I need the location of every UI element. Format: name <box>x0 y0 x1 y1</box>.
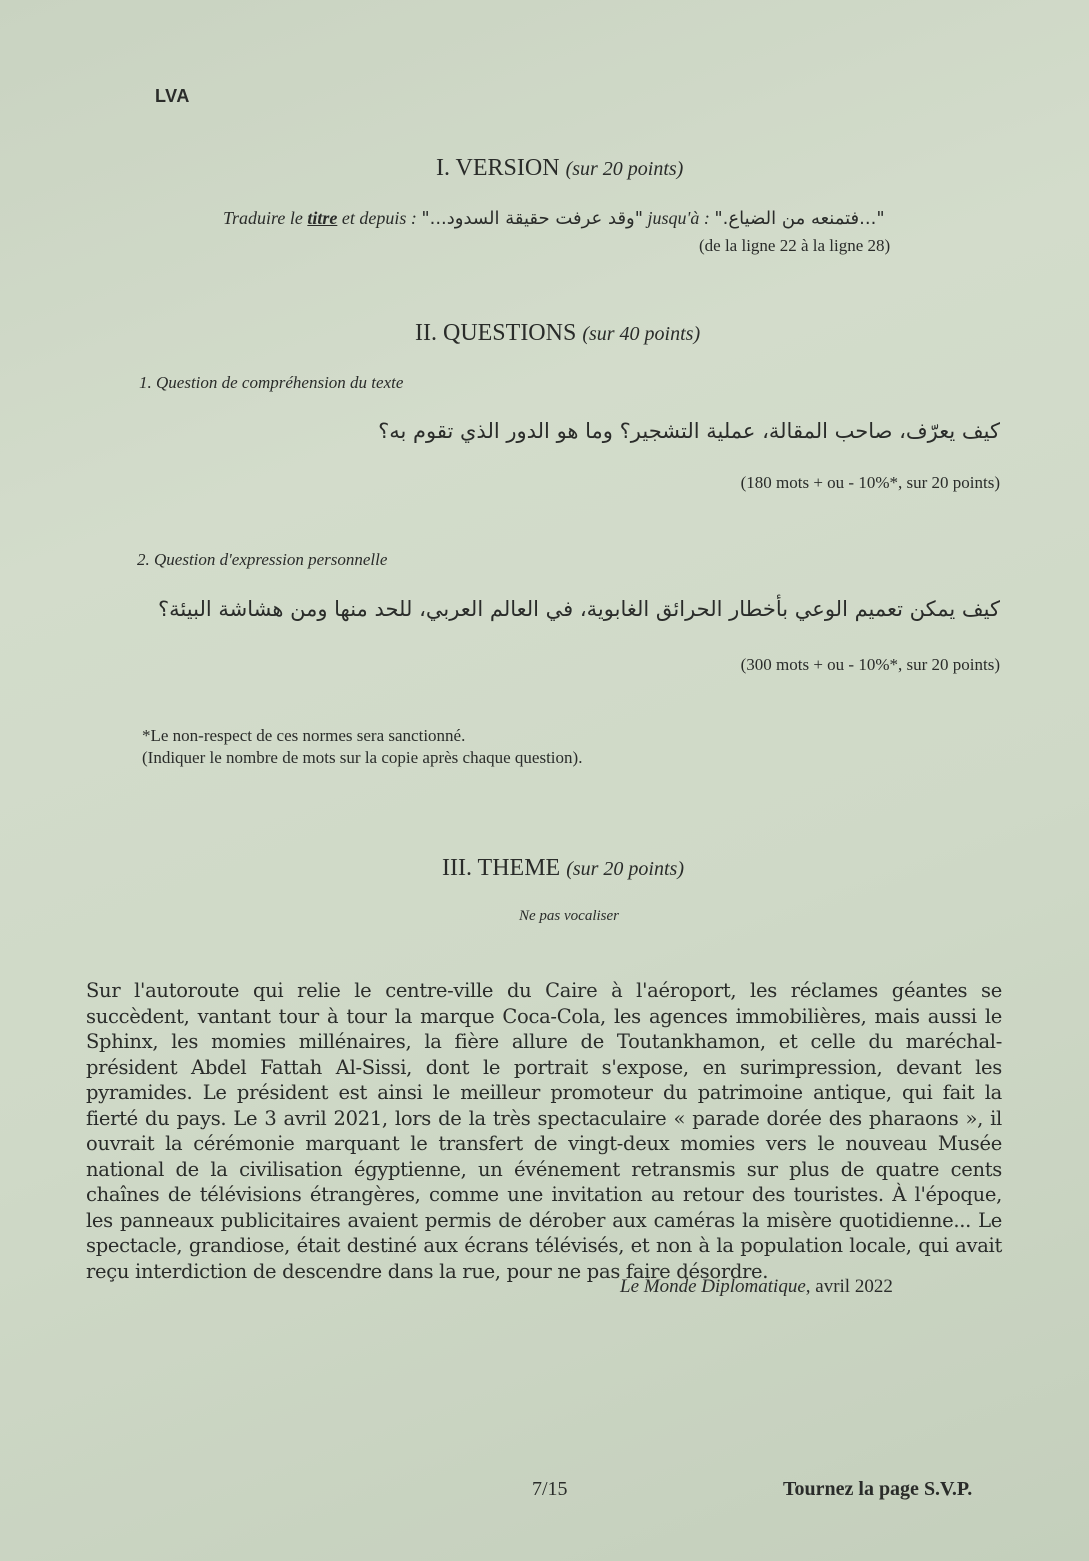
instruction-titre: titre <box>307 208 338 228</box>
section-version-points: (sur 20 points) <box>565 158 684 180</box>
instruction-prefix: Traduire le <box>223 208 303 228</box>
question-2-label <box>137 550 387 570</box>
section-questions-heading <box>415 320 700 347</box>
section-questions-points: (sur 40 points) <box>582 323 701 345</box>
word-count-note <box>142 725 582 769</box>
theme-source <box>620 1276 893 1298</box>
section-theme-points: (sur 20 points) <box>566 858 684 880</box>
question-2-norm: (300 mots + ou - 10%*, sur 20 points) <box>740 655 1000 674</box>
source-name: Le Monde Diplomatique <box>620 1276 806 1297</box>
question-1-label-text: 1. Question de compréhension du texte <box>139 373 404 392</box>
section-questions-title: II. QUESTIONS <box>415 320 577 346</box>
section-theme-title: III. THEME <box>442 855 561 881</box>
section-theme-heading <box>442 855 684 882</box>
exam-code: LVA <box>155 86 190 106</box>
question-2-label-text: 2. Question d'expression personnelle <box>137 550 388 569</box>
version-instruction <box>223 208 885 229</box>
page-number: 7/15 <box>532 1478 568 1500</box>
quote-end: "...فتمنعه من الضياع." <box>714 208 885 229</box>
theme-text: Sur l'autoroute qui relie le centre-ville du Caire à l'aéroport, les réclames géantes se succèdent, vantant tour à tour la marque Coca-Cola, les agences immobilières, mais aussi le Sphinx, les momies millénaires, la fière allure de Toutankhamon, et celle du maréchal-président Abdel Fattah Al-Sissi, dont le portrait s'expose, en surimpression, devant les pyramides. Le président est ainsi le meilleur promoteur du patrimoine antique, qui fait la fierté du pays. Le 3 avril 2021, lors de la très spectaculaire « parade dorée des pharaons », il ouvrait la cérémonie marquant le transfert de vingt-deux momies vers le nouveau Musée national de la civilisation égyptienne, un événement retransmis sur plus de quatre cents chaînes de télévisions étrangères, comme une invitation au retour des touristes. À l'époque, les panneaux publicitaires avaient permis de dérober aux caméras la misère quotidienne... Le spectacle, grandiose, était destiné aux écrans télévisés, et non à la population locale, qui avait reçu interdiction de descendre dans la rue, pour ne pas faire désordre. <box>86 979 1002 1283</box>
question-2-text: كيف يمكن تعميم الوعي بأخطار الحرائق الغابوية، في العالم العربي، للحد منها ومن هشاشة البيئة؟ <box>158 597 1000 621</box>
quote-start: "وقد عرفت حقيقة السدود..." <box>421 208 644 229</box>
section-version-title: I. VERSION <box>436 155 560 181</box>
question-1-label <box>139 373 403 393</box>
line-range: (de la ligne 22 à la ligne 28) <box>699 236 891 255</box>
source-date: , avril 2022 <box>805 1276 893 1297</box>
note-line-1: *Le non-respect de ces normes sera sanctionné. <box>142 726 466 745</box>
section-version-heading <box>436 155 683 182</box>
turn-page-note: Tournez la page S.V.P. <box>783 1478 973 1500</box>
theme-instruction: Ne pas vocaliser <box>519 908 619 924</box>
note-line-2: (Indiquer le nombre de mots sur la copie après chaque question). <box>142 748 583 767</box>
question-1-norm: (180 mots + ou - 10%*, sur 20 points) <box>740 473 1000 492</box>
instruction-jusqua: jusqu'à : <box>647 208 710 228</box>
instruction-depuis: et depuis : <box>341 208 417 228</box>
question-1-text: كيف يعرّف، صاحب المقالة، عملية التشجير؟ وما هو الدور الذي تقوم به؟ <box>378 419 1000 443</box>
